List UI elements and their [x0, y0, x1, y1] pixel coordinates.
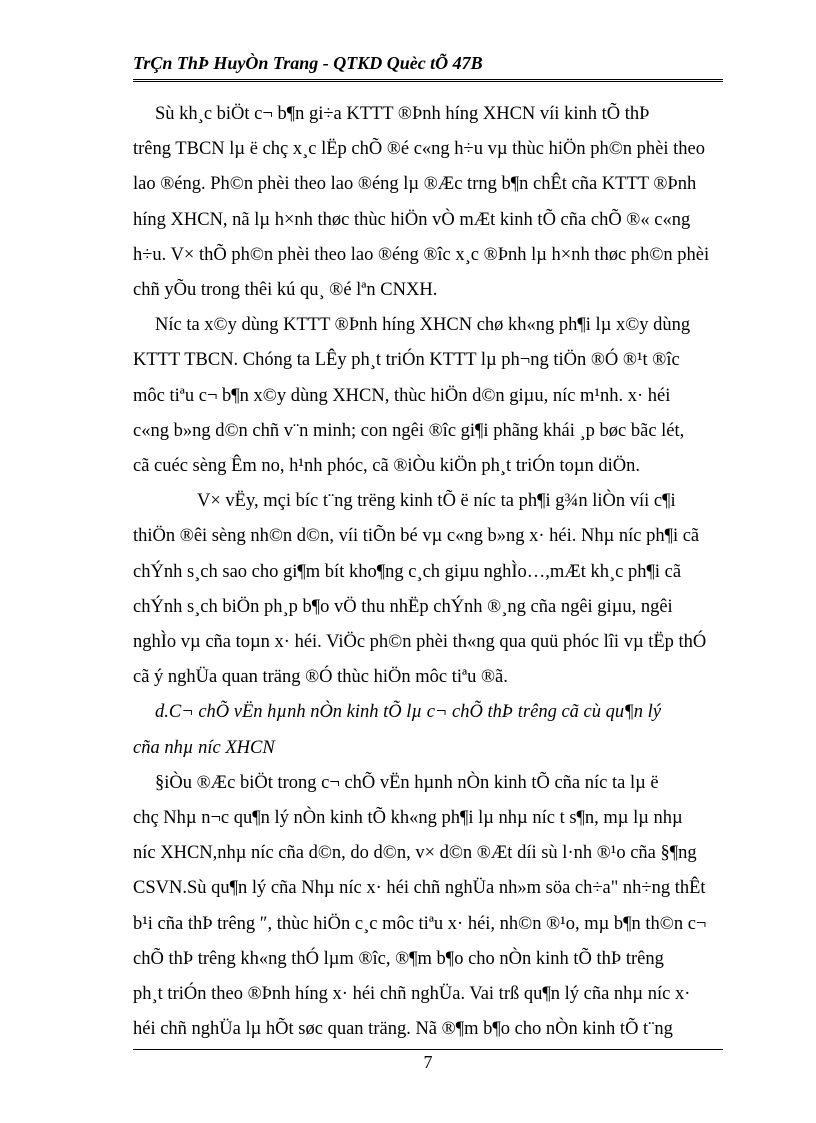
text-line: §iÒu ®Æc biÖt trong c¬ chÕ vËn hµnh nÒn kinh tÕ cña níc ta lµ ë	[155, 772, 659, 793]
section-heading-d	[133, 695, 723, 765]
text-line: chÕ thÞ trêng kh«ng thÓ lµm ®îc, ®¶m b¶o cho nÒn kinh tÕ thÞ trêng	[133, 948, 664, 969]
text-line: cã cuéc sèng Êm no, h¹nh phóc, cã ®iÒu kiÖn ph¸t triÓn toµn diÖn.	[133, 456, 641, 477]
text-line: ph¸t triÓn theo ®Þnh híng x· héi chñ nghÜa. Vai trß qu¶n lý cña nhµ níc x·	[133, 984, 691, 1005]
text-line: KTTT TBCN. Chóng ta LÊy ph¸t triÓn KTTT lµ ph¬ng tiÖn ®Ó ®¹t ®îc	[133, 350, 680, 371]
text-line: héi chñ nghÜa lµ hÕt søc quan träng. Nã ®¶m b¶o cho nÒn kinh tÕ t¨ng	[133, 1019, 673, 1040]
page-number: 7	[423, 1052, 433, 1072]
header-rule	[133, 79, 723, 82]
text-line: chÝnh s¸ch biÖn ph¸p b¶o vÖ thu nhËp chÝnh ®¸ng cña ngêi giµu, ngêi	[133, 596, 673, 617]
text-line: trêng TBCN lµ ë chç x¸c lËp chÕ ®é c«ng h÷u vµ thùc hiÖn ph©n phèi theo	[133, 139, 705, 160]
text-line: lao ®éng. Ph©n phèi theo lao ®éng lµ ®Æc trng b¶n chÊt cña KTTT ®Þnh	[133, 174, 697, 195]
text-line: CSVN.Sù qu¶n lý cña Nhµ níc x· héi chñ nghÜa nh»m söa ch÷a" nh÷ng thÊt	[133, 878, 706, 899]
page-header-title: TrÇn ThÞ HuyÒn Trang - QTKD Quèc tÕ 47B	[133, 53, 483, 73]
heading-line: d.C¬ chÕ vËn hµnh nÒn kinh tÕ lµ c¬ chÕ thÞ trêng cã cù qu¶n lý	[155, 702, 662, 723]
footer-rule	[133, 1049, 723, 1050]
paragraph-1	[133, 97, 723, 308]
text-line: V× vËy, mçi bíc t¨ng trëng kinh tÕ ë níc ta ph¶i g¾n liÒn víi c¶i	[197, 491, 676, 512]
paragraph-2	[133, 308, 723, 484]
paragraph-3	[133, 484, 723, 695]
text-line: Níc ta x©y dùng KTTT ®Þnh híng XHCN chø kh«ng ph¶i lµ x©y dùng	[155, 315, 691, 336]
heading-line: cña nhµ níc XHCN	[133, 737, 275, 758]
text-line: thiÖn ®êi sèng nh©n d©n, víi tiÕn bé vµ c«ng b»ng x· héi. Nhµ níc ph¶i cã	[133, 526, 700, 547]
text-line: cã ý nghÜa quan träng ®Ó thùc hiÖn môc tiªu ®ã.	[133, 667, 508, 688]
text-line: chç Nhµ n¬c qu¶n lý nÒn kinh tÕ kh«ng ph¶i lµ nhµ níc t s¶n, mµ lµ nhµ	[133, 808, 683, 829]
text-line: chÝnh s¸ch sao cho gi¶m bít kho¶ng c¸ch giµu nghÌo…,mÆt kh¸c ph¶i cã	[133, 561, 682, 582]
text-line: chñ yÕu trong thêi kú qu¸ ®é lªn CNXH.	[133, 280, 438, 301]
text-line: h÷u. V× thÕ ph©n phèi theo lao ®éng ®îc x¸c ®Þnh lµ h×nh thøc ph©n phèi	[133, 244, 710, 265]
text-line: híng XHCN, nã lµ h×nh thøc thùc hiÖn vÒ mÆt kinh tÕ cña chÕ ®« c«ng	[133, 209, 691, 230]
text-line: nghÌo vµ cña toµn x· héi. ViÖc ph©n phèi th«ng qua quü phóc lîi vµ tËp thÓ	[133, 632, 707, 653]
paragraph-4	[133, 766, 723, 1048]
text-line: Sù kh¸c biÖt c¬ b¶n gi÷a KTTT ®Þnh híng XHCN víi kinh tÕ thÞ	[155, 104, 650, 124]
text-line: b¹i cña thÞ trêng ″, thùc hiÖn c¸c môc tiªu x· héi, nh©n ®¹o, mµ b¶n th©n c¬	[133, 913, 707, 934]
text-line: c«ng b»ng d©n chñ v¨n minh; con ngêi ®îc gi¶i phãng khái ¸p bøc bãc lét,	[133, 420, 685, 441]
document-body	[133, 97, 723, 1047]
text-line: níc XHCN,nhµ níc cña d©n, do d©n, v× d©n ®Æt díi sù l·nh ®¹o cña §¶ng	[133, 843, 697, 864]
text-line: môc tiªu c¬ b¶n x©y dùng XHCN, thùc hiÖn d©n giµu, níc m¹nh. x· héi	[133, 385, 671, 406]
